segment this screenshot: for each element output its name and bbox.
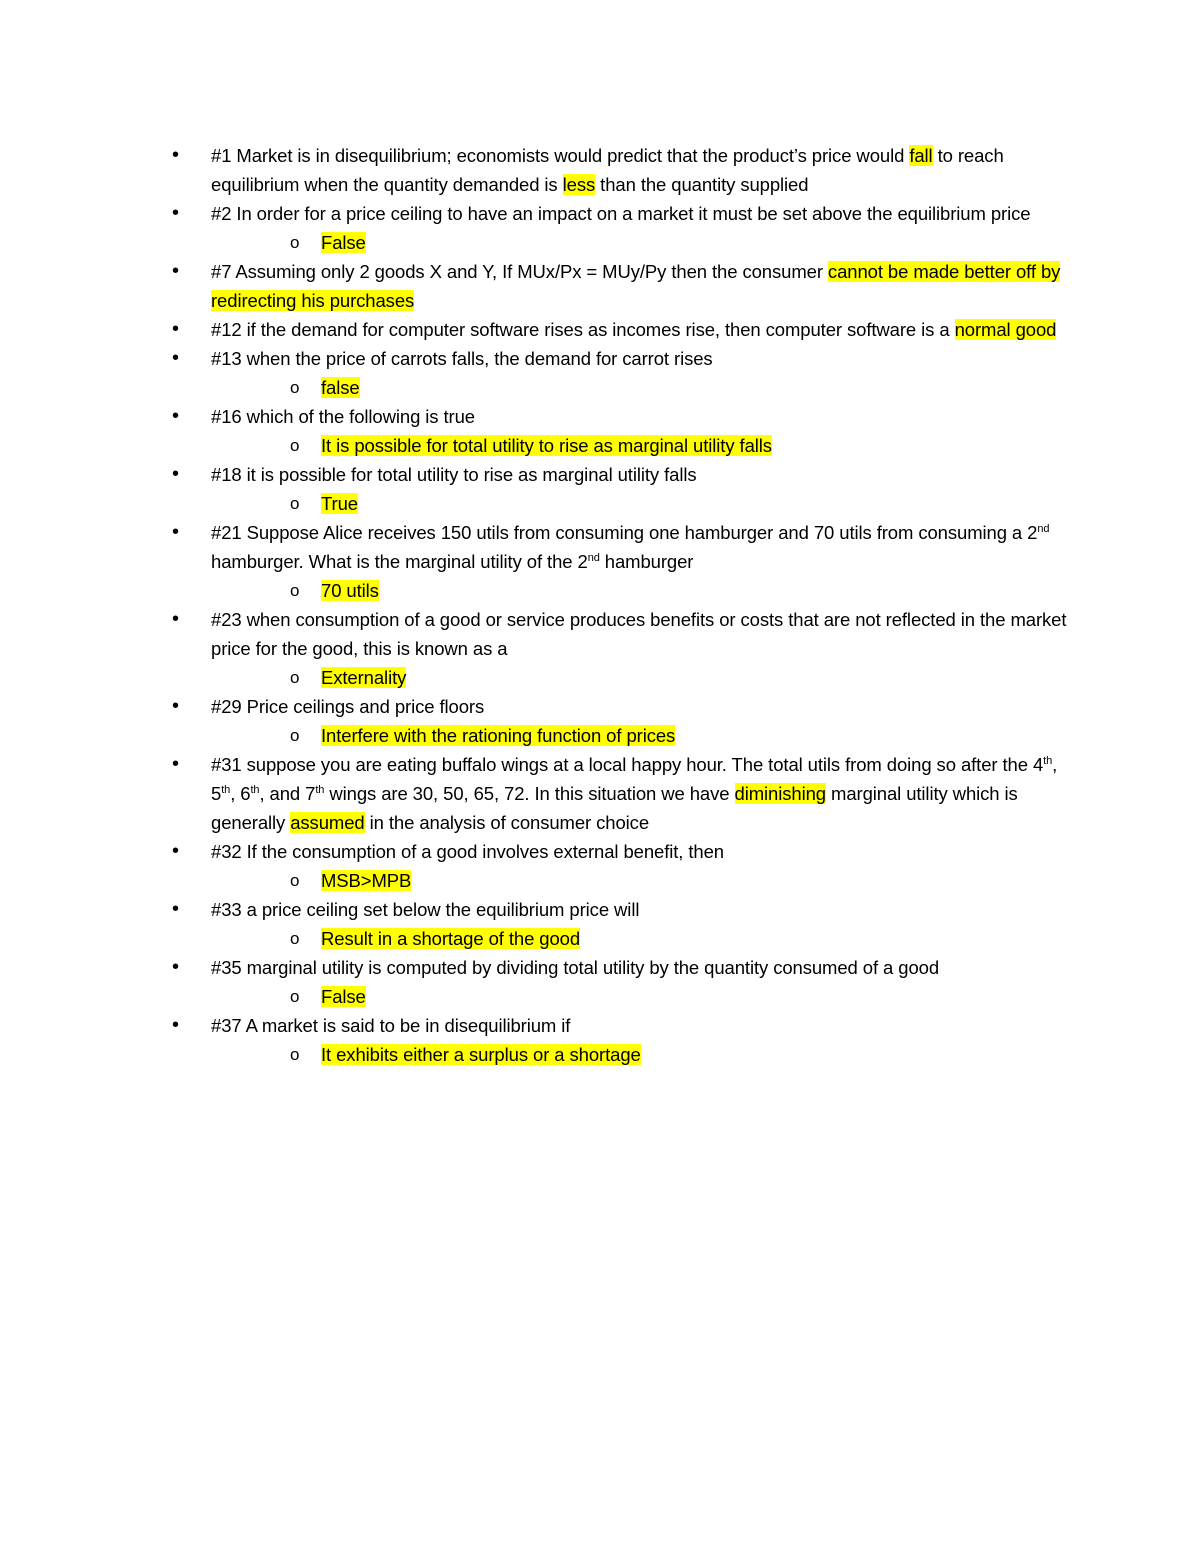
sub-bullet: o xyxy=(290,987,300,1006)
highlight-diminishing: diminishing xyxy=(734,783,826,804)
question-12: • #12 if the demand for computer software rises as incomes rise, then computer software is a normal good xyxy=(172,315,1072,344)
sub-bullet: o xyxy=(290,378,300,397)
question-1: • #1 Market is in disequilibrium; economists would predict that the product’s price would fall to reach equilibrium when the quantity demanded is less than the quantity supplied xyxy=(172,141,1072,199)
question-35: • #35 marginal utility is computed by dividing total utility by the quantity consumed of a good o False xyxy=(172,953,1072,1011)
answer-18: o True xyxy=(211,489,1072,518)
question-29: • #29 Price ceilings and price floors o Interfere with the rationing function of prices xyxy=(172,692,1072,750)
question-31: • #31 suppose you are eating buffalo wings at a local happy hour. The total utils from doing so after the 4th, 5th, 6th, and 7th wings are 30, 50, 65, 72. In this situation we have diminishing marginal utility which is generally assumed in the analysis of consumer choice xyxy=(172,750,1072,837)
document-page xyxy=(172,141,1072,1069)
answer-37: o It exhibits either a surplus or a shortage xyxy=(211,1040,1072,1069)
answer-13: o false xyxy=(211,373,1072,402)
answer-33: o Result in a shortage of the good xyxy=(211,924,1072,953)
answer-32: o MSB>MPB xyxy=(211,866,1072,895)
answer-29: o Interfere with the rationing function of prices xyxy=(211,721,1072,750)
question-37: • #37 A market is said to be in disequilibrium if o It exhibits either a surplus or a shortage xyxy=(172,1011,1072,1069)
sub-bullet: o xyxy=(290,871,300,890)
sub-bullet: o xyxy=(290,929,300,948)
question-16: • #16 which of the following is true o It is possible for total utility to rise as marginal utility falls xyxy=(172,402,1072,460)
highlight-fall: fall xyxy=(909,145,933,166)
sub-bullet: o xyxy=(290,581,300,600)
highlight-less: less xyxy=(562,174,596,195)
question-13: • #13 when the price of carrots falls, the demand for carrot rises o false xyxy=(172,344,1072,402)
question-21: • #21 Suppose Alice receives 150 utils from consuming one hamburger and 70 utils from consuming a 2nd hamburger. What is the marginal utility of the 2nd hamburger o 70 utils xyxy=(172,518,1072,605)
sub-bullet: o xyxy=(290,233,300,252)
question-23: • #23 when consumption of a good or service produces benefits or costs that are not reflected in the market price for the good, this is known as a o Externality xyxy=(172,605,1072,692)
question-32: • #32 If the consumption of a good involves external benefit, then o MSB>MPB xyxy=(172,837,1072,895)
answer-21: o 70 utils xyxy=(211,576,1072,605)
question-18: • #18 it is possible for total utility to rise as marginal utility falls o True xyxy=(172,460,1072,518)
sub-bullet: o xyxy=(290,494,300,513)
question-2: • #2 In order for a price ceiling to have an impact on a market it must be set above the equilibrium price o False xyxy=(172,199,1072,257)
highlight-answer-7: cannot be made better off by redirecting his purchases xyxy=(211,261,1061,311)
question-list xyxy=(172,141,1072,1069)
sub-bullet: o xyxy=(290,1045,300,1064)
question-7: • #7 Assuming only 2 goods X and Y, If MUx/Px = MUy/Py then the consumer cannot be made better off by redirecting his purchases xyxy=(172,257,1072,315)
question-33: • #33 a price ceiling set below the equilibrium price will o Result in a shortage of the good xyxy=(172,895,1072,953)
answer-35: o False xyxy=(211,982,1072,1011)
answer-16: o It is possible for total utility to rise as marginal utility falls xyxy=(211,431,1072,460)
answer-23: o Externality xyxy=(211,663,1072,692)
highlight-answer-12: normal good xyxy=(954,319,1057,340)
sub-bullet: o xyxy=(290,436,300,455)
sub-bullet: o xyxy=(290,668,300,687)
highlight-assumed: assumed xyxy=(290,812,365,833)
sub-bullet: o xyxy=(290,726,300,745)
answer-2: o False xyxy=(211,228,1072,257)
